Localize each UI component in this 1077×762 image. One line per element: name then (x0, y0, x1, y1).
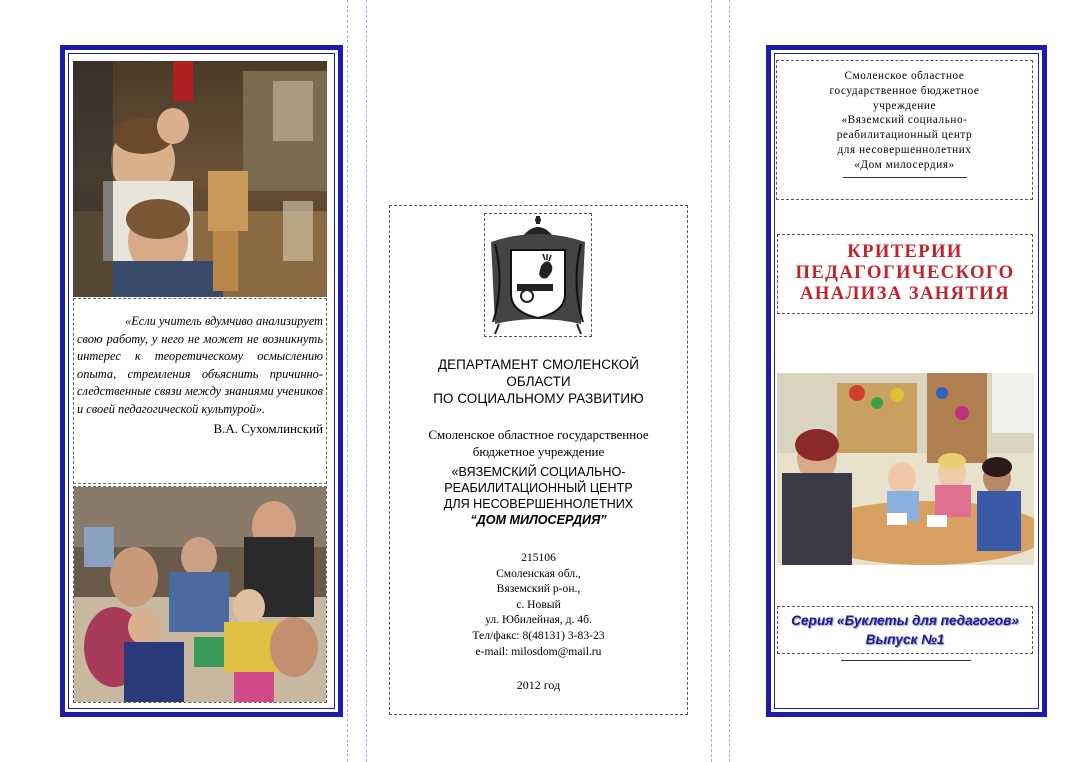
institution-line-1: Смоленское областное государственное (428, 427, 649, 442)
institution-name-line-2: РЕАБИЛИТАЦИОННЫЙ ЦЕНТР (444, 481, 633, 495)
address-line-4: с. Новый (516, 597, 561, 611)
phone-line: Тел/факс: 8(48131) 3-83-23 (472, 628, 605, 642)
series-line-2: Выпуск №1 (865, 632, 945, 647)
fold-guide-left-inner (366, 0, 367, 762)
org-line-1: Смоленское областное (844, 70, 965, 82)
booklet-title (777, 234, 1033, 314)
org-line-5: реабилитационный центр (836, 129, 973, 142)
quote-author: В.А. Сухомлинский (213, 421, 323, 436)
publication-year: 2012 год (516, 678, 561, 692)
org-underline (843, 177, 967, 178)
address-line-1: 215106 (521, 551, 556, 564)
organization-header (776, 60, 1033, 200)
group-photo (73, 486, 327, 703)
workshop-photo (73, 61, 327, 297)
address-line-5: ул. Юбилейная, д. 4б. (485, 613, 592, 627)
fold-guide-left (347, 0, 348, 762)
email-line: e-mail: milosdom@mail.ru (475, 644, 602, 658)
title-line-2: ПЕДАГОГИЧЕСКОГО (795, 262, 1015, 283)
department-line-2: ОБЛАСТИ (506, 374, 571, 389)
title-line-1: КРИТЕРИИ (847, 241, 963, 262)
institution-name-line-3: ДЛЯ НЕСОВЕРШЕННОЛЕТНИХ (443, 497, 634, 511)
contact-address (390, 550, 687, 659)
institution-line-2: бюджетное учреждение (472, 444, 605, 459)
department-line-1: ДЕПАРТАМЕНТ СМОЛЕНСКОЙ (437, 357, 640, 372)
series-underline (841, 660, 971, 661)
institution-name (390, 464, 687, 528)
org-line-3: учреждение (872, 99, 937, 112)
fold-guide-right-inner (729, 0, 730, 762)
series-line-1: Серия «Буклеты для педагогов» (791, 613, 1019, 628)
coat-of-arms-icon (485, 214, 591, 336)
fold-guide-right (711, 0, 712, 762)
title-line-3: АНАЛИЗА ЗАНЯТИЯ (800, 283, 1010, 304)
department-line-3: ПО СОЦИАЛЬНОМУ РАЗВИТИЮ (433, 391, 644, 406)
institution-name-bold: “ДОМ МИЛОСЕРДИЯ” (470, 513, 607, 527)
sukhomlinsky-quote: «Если учитель вдумчиво анализирует свою работу, у него не может не возникнуть интерес к теоретическому осмыслению опыта, стремления объяснить причинно-следственные связи между знаниями учеников и своей педагогической культурой». (77, 314, 323, 416)
org-line-4: «Вяземский социально- (841, 114, 968, 127)
org-line-2: государственное бюджетное (829, 84, 980, 97)
org-line-6: для несовершеннолетних (837, 143, 972, 156)
org-line-7: «Дом милосердия» (854, 158, 955, 171)
department-title (390, 356, 687, 407)
address-line-2: Смоленская обл., (496, 566, 581, 580)
institution-name-line-1: «ВЯЗЕМСКИЙ СОЦИАЛЬНО- (451, 465, 626, 479)
coat-of-arms-frame (484, 213, 592, 337)
institution-type (390, 426, 687, 460)
classroom-photo (777, 373, 1034, 565)
series-label (777, 606, 1033, 654)
address-line-3: Вяземский р-он., (496, 582, 581, 596)
quote-box (73, 298, 327, 484)
